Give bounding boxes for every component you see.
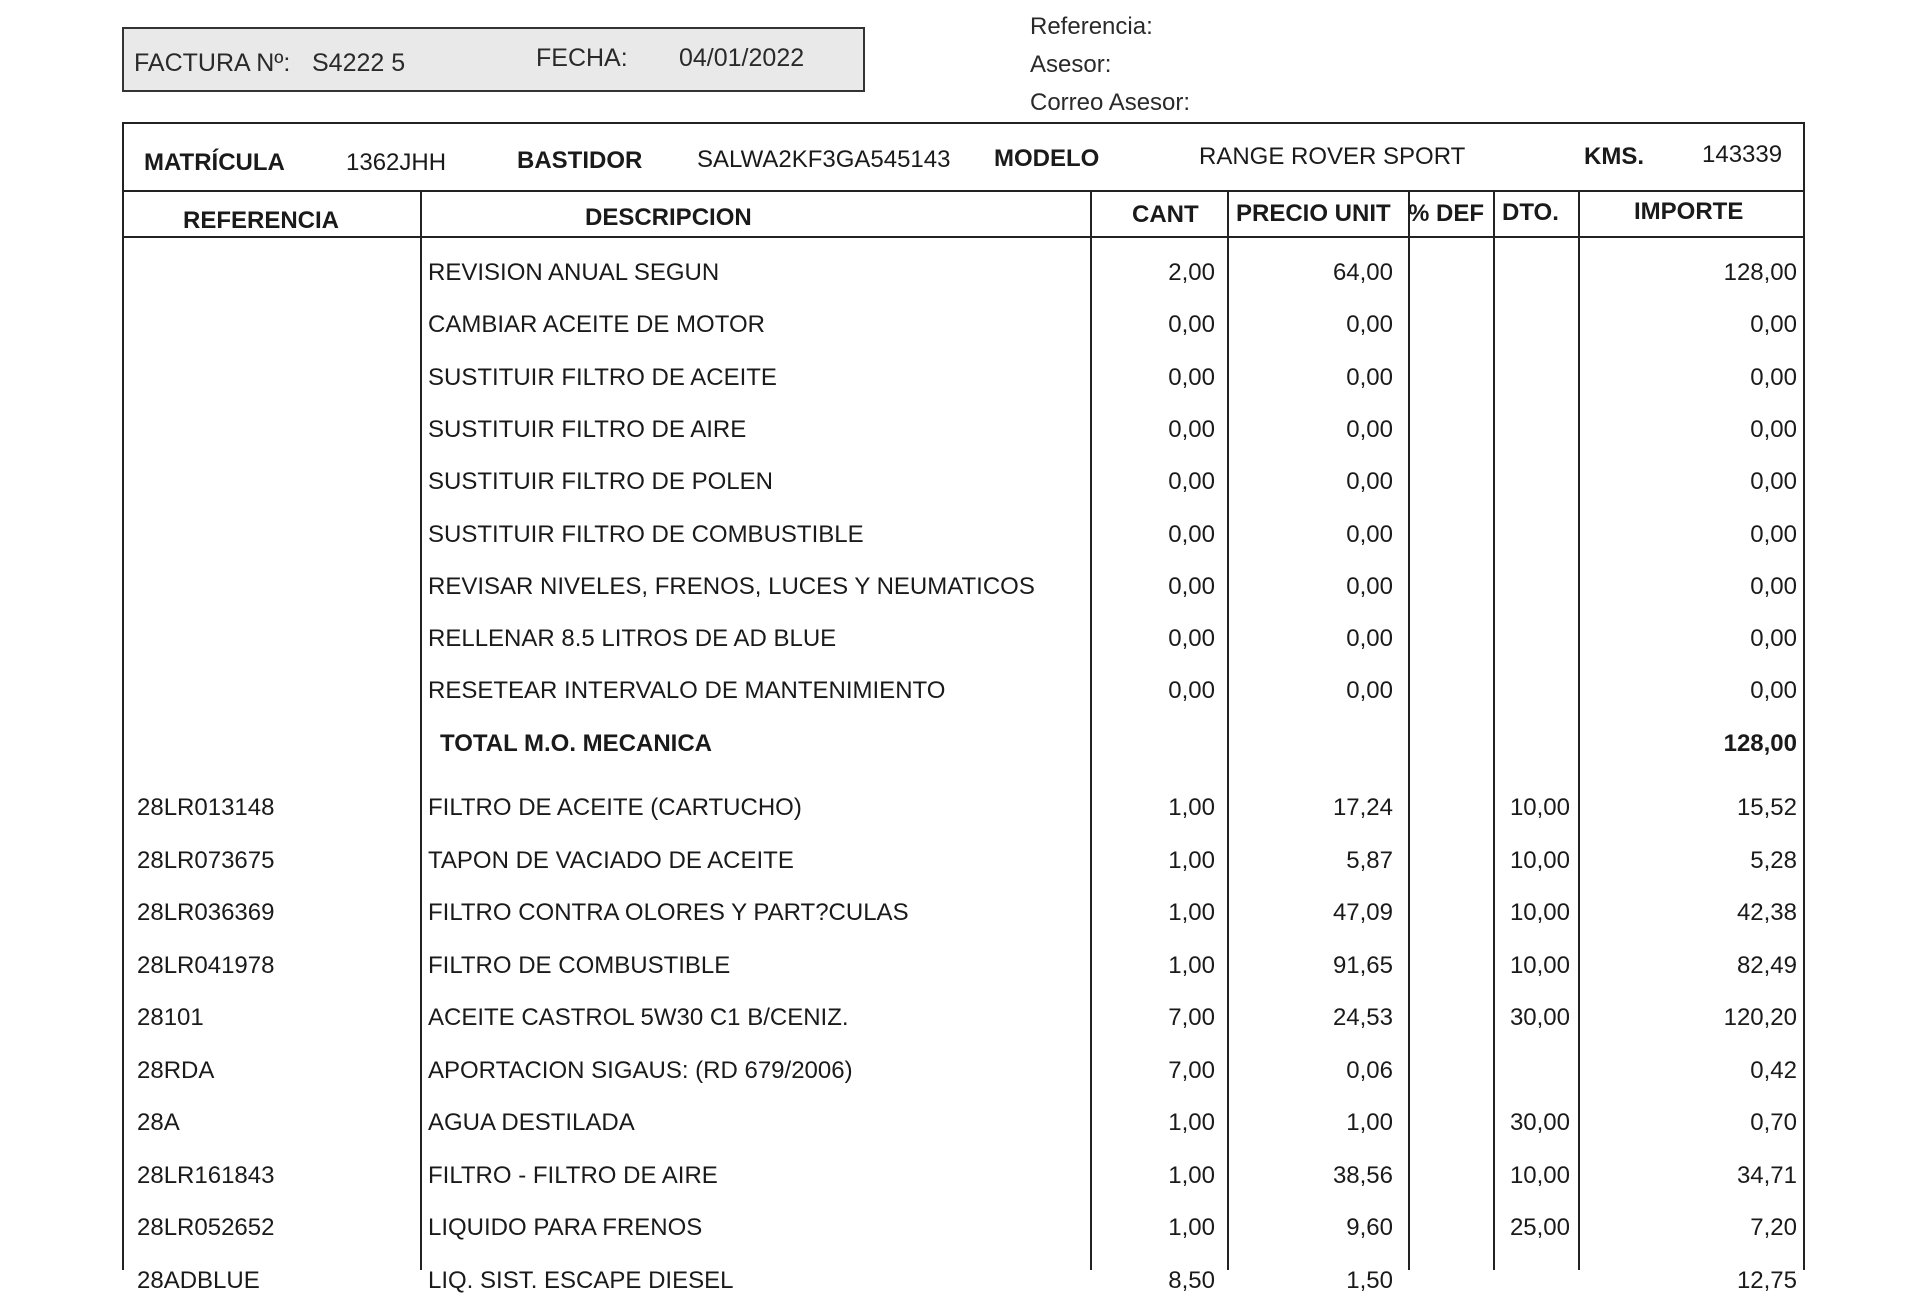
cell-precio-unit: 1,00 (1346, 1109, 1393, 1136)
cell-cant: 2,00 (1168, 259, 1215, 286)
cell-descripcion: CAMBIAR ACEITE DE MOTOR (428, 311, 765, 338)
cell-cant: 1,00 (1168, 847, 1215, 874)
cell-precio-unit: 0,00 (1346, 521, 1393, 548)
cell-precio-unit: 24,53 (1332, 1004, 1393, 1031)
column-header-pct-def: % DEF (1408, 200, 1485, 227)
cell-importe: 120,20 (1723, 1004, 1797, 1031)
cell-importe: 15,52 (1736, 794, 1797, 821)
column-header-referencia: REFERENCIA (183, 207, 340, 234)
cell-descripcion: FILTRO DE ACEITE (CARTUCHO) (428, 794, 802, 821)
vehicle-info-bar (122, 122, 1805, 192)
labor-line-row (0, 305, 1920, 345)
cell-cant: 0,00 (1168, 416, 1215, 443)
cell-descripcion: LIQUIDO PARA FRENOS (428, 1214, 703, 1241)
cell-precio-unit: 9,60 (1346, 1214, 1393, 1241)
cell-importe: 0,00 (1750, 364, 1797, 391)
cell-importe: 0,00 (1750, 311, 1797, 338)
cell-descripcion: FILTRO - FILTRO DE AIRE (428, 1162, 718, 1189)
labor-line-row (0, 358, 1920, 398)
labor-total-label: TOTAL M.O. MECANICA (440, 730, 712, 757)
cell-referencia: 28ADBLUE (137, 1267, 260, 1294)
cell-descripcion: FILTRO CONTRA OLORES Y PART?CULAS (428, 899, 909, 926)
labor-line-row (0, 515, 1920, 555)
part-line-row (0, 946, 1920, 986)
cell-dto: 25,00 (1509, 1214, 1570, 1241)
referencia-label: Referencia: (1030, 13, 1153, 40)
cell-descripcion: REVISAR NIVELES, FRENOS, LUCES Y NEUMATICOS (428, 573, 1035, 600)
labor-line-row (0, 671, 1920, 711)
cell-precio-unit: 64,00 (1332, 259, 1393, 286)
cell-descripcion: SUSTITUIR FILTRO DE AIRE (428, 416, 747, 443)
cell-cant: 7,00 (1168, 1057, 1215, 1084)
matricula-label: MATRÍCULA (144, 149, 285, 176)
part-line-row (0, 1208, 1920, 1248)
bastidor-value: SALWA2KF3GA545143 (697, 146, 951, 173)
part-line-row (0, 788, 1920, 828)
cell-precio-unit: 47,09 (1332, 899, 1393, 926)
labor-total-row (0, 724, 1920, 764)
cell-importe: 0,00 (1750, 416, 1797, 443)
cell-referencia: 28RDA (137, 1057, 215, 1084)
cell-importe: 128,00 (1723, 259, 1797, 286)
cell-precio-unit: 91,65 (1332, 952, 1393, 979)
cell-importe: 0,00 (1750, 625, 1797, 652)
cell-importe: 0,00 (1750, 468, 1797, 495)
fecha-label: FECHA: (536, 44, 628, 72)
cell-precio-unit: 1,50 (1346, 1267, 1393, 1294)
cell-cant: 0,00 (1168, 364, 1215, 391)
column-header-descripcion: DESCRIPCION (585, 204, 752, 231)
header-separator-line (122, 236, 1805, 238)
cell-cant: 0,00 (1168, 677, 1215, 704)
cell-importe: 7,20 (1750, 1214, 1797, 1241)
cell-cant: 1,00 (1168, 794, 1215, 821)
cell-importe: 42,38 (1736, 899, 1797, 926)
column-header-importe: IMPORTE (1634, 198, 1744, 225)
cell-importe: 0,42 (1750, 1057, 1797, 1084)
labor-line-row (0, 410, 1920, 450)
cell-precio-unit: 0,00 (1346, 311, 1393, 338)
cell-referencia: 28LR036369 (137, 899, 275, 926)
cell-descripcion: SUSTITUIR FILTRO DE ACEITE (428, 364, 777, 391)
cell-descripcion: ACEITE CASTROL 5W30 C1 B/CENIZ. (428, 1004, 849, 1031)
cell-referencia: 28LR073675 (137, 847, 275, 874)
cell-precio-unit: 5,87 (1346, 847, 1393, 874)
cell-cant: 1,00 (1168, 1109, 1215, 1136)
cell-descripcion: RELLENAR 8.5 LITROS DE AD BLUE (428, 625, 837, 652)
part-line-row (0, 893, 1920, 933)
cell-cant: 0,00 (1168, 521, 1215, 548)
cell-importe: 0,00 (1750, 521, 1797, 548)
cell-importe: 5,28 (1750, 847, 1797, 874)
column-header-precio-unit: PRECIO UNIT (1236, 200, 1391, 227)
cell-importe: 82,49 (1736, 952, 1797, 979)
correo-asesor-label: Correo Asesor: (1030, 89, 1191, 116)
cell-descripcion: LIQ. SIST. ESCAPE DIESEL (428, 1267, 734, 1294)
cell-importe: 0,70 (1750, 1109, 1797, 1136)
cell-referencia: 28LR013148 (137, 794, 275, 821)
labor-line-row (0, 567, 1920, 607)
cell-importe: 0,00 (1750, 573, 1797, 600)
labor-line-row (0, 462, 1920, 502)
cell-dto: 10,00 (1509, 794, 1570, 821)
cell-descripcion: SUSTITUIR FILTRO DE COMBUSTIBLE (428, 521, 864, 548)
cell-cant: 0,00 (1168, 311, 1215, 338)
cell-descripcion: SUSTITUIR FILTRO DE POLEN (428, 468, 773, 495)
part-line-row (0, 1103, 1920, 1143)
fecha-value: 04/01/2022 (679, 44, 805, 72)
cell-cant: 1,00 (1168, 1162, 1215, 1189)
cell-precio-unit: 0,00 (1346, 625, 1393, 652)
cell-referencia: 28LR161843 (137, 1162, 275, 1189)
modelo-value: RANGE ROVER SPORT (1199, 143, 1466, 170)
cell-referencia: 28101 (137, 1004, 204, 1031)
cell-precio-unit: 0,00 (1346, 677, 1393, 704)
factura-number: S4222 5 (312, 49, 406, 77)
cell-precio-unit: 0,00 (1346, 416, 1393, 443)
bastidor-label: BASTIDOR (517, 147, 643, 174)
matricula-value: 1362JHH (346, 149, 447, 176)
cell-descripcion: AGUA DESTILADA (428, 1109, 635, 1136)
cell-cant: 1,00 (1168, 952, 1215, 979)
cell-precio-unit: 0,00 (1346, 573, 1393, 600)
cell-dto: 30,00 (1509, 1004, 1570, 1031)
cell-descripcion: TAPON DE VACIADO DE ACEITE (428, 847, 794, 874)
cell-cant: 8,50 (1168, 1267, 1215, 1294)
labor-line-row (0, 619, 1920, 659)
cell-referencia: 28LR041978 (137, 952, 275, 979)
cell-cant: 0,00 (1168, 573, 1215, 600)
cell-descripcion: APORTACION SIGAUS: (RD 679/2006) (428, 1057, 853, 1084)
part-line-row (0, 1156, 1920, 1196)
part-line-row (0, 1051, 1920, 1091)
cell-dto: 10,00 (1509, 899, 1570, 926)
cell-dto: 30,00 (1509, 1109, 1570, 1136)
cell-descripcion: RESETEAR INTERVALO DE MANTENIMIENTO (428, 677, 946, 704)
cell-importe: 34,71 (1736, 1162, 1797, 1189)
asesor-label: Asesor: (1030, 51, 1112, 78)
factura-label: FACTURA Nº: (134, 49, 291, 77)
cell-precio-unit: 0,06 (1346, 1057, 1393, 1084)
part-line-row (0, 998, 1920, 1038)
cell-cant: 7,00 (1168, 1004, 1215, 1031)
cell-referencia: 28LR052652 (137, 1214, 275, 1241)
invoice-header-box (122, 27, 865, 92)
cell-cant: 0,00 (1168, 468, 1215, 495)
cell-cant: 0,00 (1168, 625, 1215, 652)
part-line-row (0, 1261, 1920, 1301)
reference-block (1030, 8, 1190, 122)
cell-dto: 10,00 (1509, 847, 1570, 874)
column-header-cant: CANT (1132, 201, 1199, 228)
cell-descripcion: FILTRO DE COMBUSTIBLE (428, 952, 731, 979)
cell-dto: 10,00 (1509, 1162, 1570, 1189)
kms-label: KMS. (1584, 143, 1644, 170)
cell-precio-unit: 0,00 (1346, 364, 1393, 391)
cell-cant: 1,00 (1168, 899, 1215, 926)
cell-dto: 10,00 (1509, 952, 1570, 979)
cell-precio-unit: 38,56 (1332, 1162, 1393, 1189)
kms-value: 143339 (1702, 141, 1783, 168)
cell-precio-unit: 0,00 (1346, 468, 1393, 495)
cell-importe: 12,75 (1736, 1267, 1797, 1294)
cell-cant: 1,00 (1168, 1214, 1215, 1241)
labor-line-row (0, 253, 1920, 293)
part-line-row (0, 841, 1920, 881)
cell-referencia: 28A (137, 1109, 180, 1136)
labor-total-importe: 128,00 (1723, 730, 1797, 757)
cell-importe: 0,00 (1750, 677, 1797, 704)
modelo-label: MODELO (994, 145, 1100, 172)
column-header-dto: DTO. (1502, 199, 1559, 226)
cell-precio-unit: 17,24 (1332, 794, 1393, 821)
cell-descripcion: REVISION ANUAL SEGUN (428, 259, 720, 286)
